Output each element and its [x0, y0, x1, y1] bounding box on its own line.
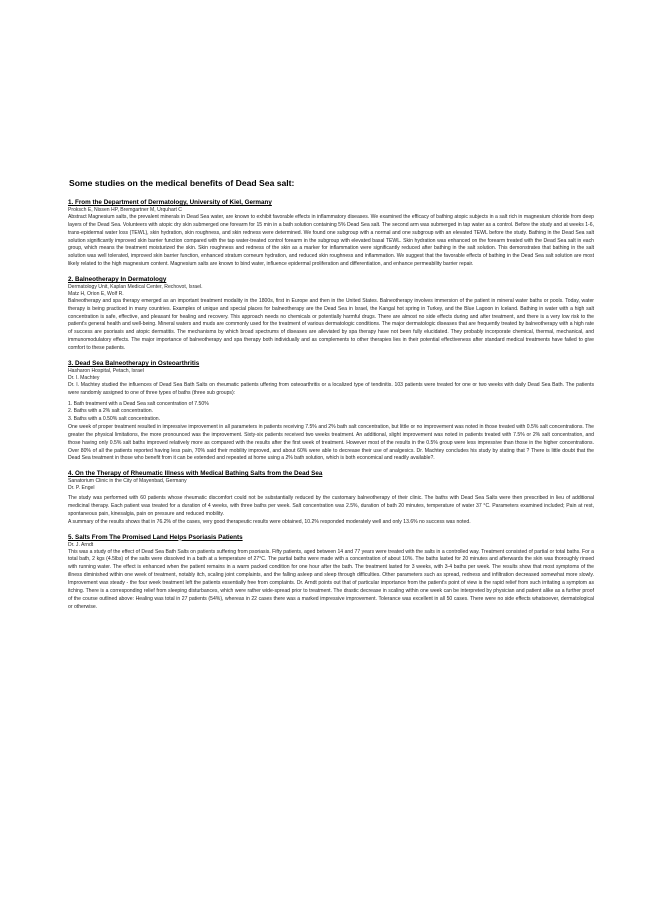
section-authors: Matz H, Orion E, Wolf R. — [68, 290, 124, 297]
section-body: Balneotherapy and spa therapy emerged as an important treatment modality in the 1800s, first in Europe and then in the United States. Balneotherapy involves immersion of the patient in mineral water baths or pools. Today, water therapy is being practiced in many countries. Examples of unique and special places for balneotherapy are the Dead Sea in Israel, the Kangal hot spring in Turkey, and the Blue Lagoon in Iceland. Bathing in water with a high salt concentration is safe, effective, and pleasant for healing and recovery. This approach needs no chemicals or potentially harmful drugs. There are almost no side effects during and after treatment, and there is a very low risk to the patient's general health and well-being. Mineral waters and muds are commonly used for the treatment of various dermatologic conditions. The major dermatologic diseases that are frequently treated by balneotherapy with a high rate of success are psoriasis and atopic dermatitis. The mechanisms by which broad spectrums of diseases are alleviated by spa therapy have not been fully elucidated. They probably incorporate chemical, thermal, mechanical, and immunomodulatory effects. The major importance of balneotherapy and spa therapy both individually and as complements to other therapies lies in their potential effectiveness after standard medical treatments have failed to give comfort to these patients. — [68, 297, 594, 351]
section-body: The study was performed with 60 patients whose rheumatic discomfort could not be substantially reduced by the customary balneotherapy of their clinic. The baths with Dead Sea Salts were then prescribed in lieu of additional medicinal therapy. Each patient was treated for a duration of 4 weeks, with three baths per week. Salt concentration was 2.5%, duration of bath 20 minutes, temperature of water 37 °C. Parameters examined included; Pain at rest, spontaneous pain, kinesalgia, pain on pressure and reduced mobility. — [68, 495, 594, 517]
section-authors: Dr. P. Engel — [68, 485, 95, 492]
section-summary: A summary of the results shows that in 76.2% of the cases, very good therapeutic results were obtained, 10.2% responded moderately well and only 13.6% no success was noted. — [68, 518, 471, 525]
section-title: 4. On the Therapy of Rheumatic Illness with Medical Bathing Salts from the Dead Sea — [68, 470, 323, 478]
section-authors: Dr. I. Machtey — [68, 374, 100, 381]
section-intro: Dr. I. Machtey studied the influences of Dead Sea Bath Salts on rheumatic patients uffering from osteoarthritis or a localized type of tendinitis. 103 patients were treated for one or two weeks with daily Dead Sea Bath. The patients were randomly assigned to one of three types of baths (three sub groups): — [68, 381, 594, 396]
section-institution: Sanatorium Clinic in the City of Mayenbad, Germany — [68, 478, 187, 485]
section-body: One week of proper treatment resulted in impressive improvement in all parameters in patients receiving 7.5% and 2% bath salt concentration, but little or no improvement was noted in those treated with 0.5% salt concentrations. The greater the physical limitations, the more pronounced was the improvement. Sixty-six patients received two weeks treatment. An additional, slight improvement was noted in patients treated with 7.5% or 2% salt concentration, and those having only 0.5% salt baths improved relatively more as compared with the results after the first week of treatment. However most of the results in the 0.5% group were less impressive than those in the higher concentrations. Over 80% of all the patients reported having less pain, 70% said their mobility improved, and about 60% were able to decrease their use of analgesics. Dr. Machtey concludes his study by stating that ? There is little doubt that the Dead Sea treatment in those who benefit from it can be extended and repeated at home using a 2% bath solution, which is both economical and readily available?. — [68, 424, 594, 462]
section-authors: Proksch E, Nissen HP, Bremgartner M, Urquhart C — [68, 207, 182, 213]
study-section-5 — [68, 534, 594, 612]
document-title: Some studies on the medical benefits of Dead Sea salt: — [69, 178, 295, 188]
section-body: Abstract Magnesium salts, the prevalent minerals in Dead Sea water, are known to exhibit favorable effects in inflammatory diseases. We examined the efficacy of bathing atopic subjects in a salt rich in magnesium chloride from deep layers of the Dead Sea. Volunteers with atopic dry skin submerged one forearm for 15 min in a bath solution containing 5% Dead Sea salt. The second arm was submerged in tap water as a control. Before the study and at weeks 1-6, trans-epidermal water loss (TEWL), skin hydration, skin roughness, and skin redness were determined. We found one subgroup with a normal and one subgroup with an elevated TEWL before the study. Bathing in the Dead Sea salt solution significantly improved skin barrier function compared with the tap water-treated control forearm in the subgroup with elevated basal TEWL. Skin hydration was enhanced on the forearm treated with the Dead Sea salt in each group, which means the treatment moisturized the skin. Skin roughness and redness of the skin as a marker for inflammation were significantly reduced after bathing in the salt solution. This demonstrates that bathing in the salt solution was well tolerated, improved skin barrier function, enhanced stratum corneum hydration, and reduced skin roughness and inflammation. We suggest that the favorable effects of bathing in the Dead Sea salt solution are most likely related to the high magnesium content. Magnesium salts are known to bind water, influence epidermal proliferation and differentiation, and enhance permeability barrier repair. — [68, 214, 594, 268]
study-section-2 — [68, 276, 594, 353]
section-title: 1. From the Department of Dermatology, University of Kiel, Germany — [68, 199, 272, 206]
study-section-4 — [68, 470, 594, 526]
document — [68, 178, 594, 618]
section-title: 3. Dead Sea Balneotherapy in Osteoarthritis — [68, 359, 200, 367]
study-section-1 — [68, 199, 594, 269]
section-body: This was a study of the effect of Dead Sea Bath Salts on patients suffering from psoriasis. Fifty patients, aged between 14 and 77 years were treated with the salts in a controlled way. Treatment consisted of partial or total baths. For a total bath, 2 kgs (4.5lbs) of the salts were dissolved in a bath at a temperature of 27°C. The partial baths were made with a concentration of about 10%. The baths lasted for 20 minutes and afterwards the skin was thoroughly rinsed with running water. The effect is enhanced when the patient remains in a warm packed condition for one hour after the bath. The treatment lasted for 3 weeks, with 3-4 baths per week. The results show that most symptoms of the illness diminished within one week of treatment, notably itch, scaling joint complaints, and the falling asleep and sleep through difficulties. Other parameters such as spread, redness and infiltration decreased somewhat more slowly. Improvement was steady - the four week treatment left the patients essentially free from complaints. Dr. Arndt points out that of particular importance from the patient's point of view is the rapid relief from such irritating a symptom as itching. There is a corresponding relief from sleeping disturbances, which were rather wide-spread prior to treatment. The drastic decrease in scaling within one week can be interpreted by physician and patient alike as a further proof of the course outlined above: Healing was total in 27 patients (54%), whereas in 22 cases there was a marked impressive improvement. Tolerance was excellent in all 50 cases. There were no side effects whatsoever, dermatological or otherwise. — [68, 548, 594, 610]
list-item: 3. Baths with a 0.50% salt concentration. — [68, 416, 161, 423]
section-authors: Dr. J. Arndt — [68, 541, 94, 548]
study-section-3 — [68, 360, 594, 463]
section-title: 5. Salts From The Promised Land Helps Psoriasis Patients — [68, 533, 243, 541]
section-institution: Dermatology Unit, Kaplan Medical Center, Rechovot, Israel. — [68, 283, 203, 290]
section-institution: Hasharon Hospital, Petach, Israel — [68, 367, 144, 374]
section-title: 2. Balneotherapy In Dermatology — [68, 275, 167, 283]
list-item: 2. Baths with a 2% salt concentration. — [68, 408, 153, 415]
list-item: 1. Bath treatment with a Dead Sea salt concentration of 7.50% — [68, 400, 209, 407]
